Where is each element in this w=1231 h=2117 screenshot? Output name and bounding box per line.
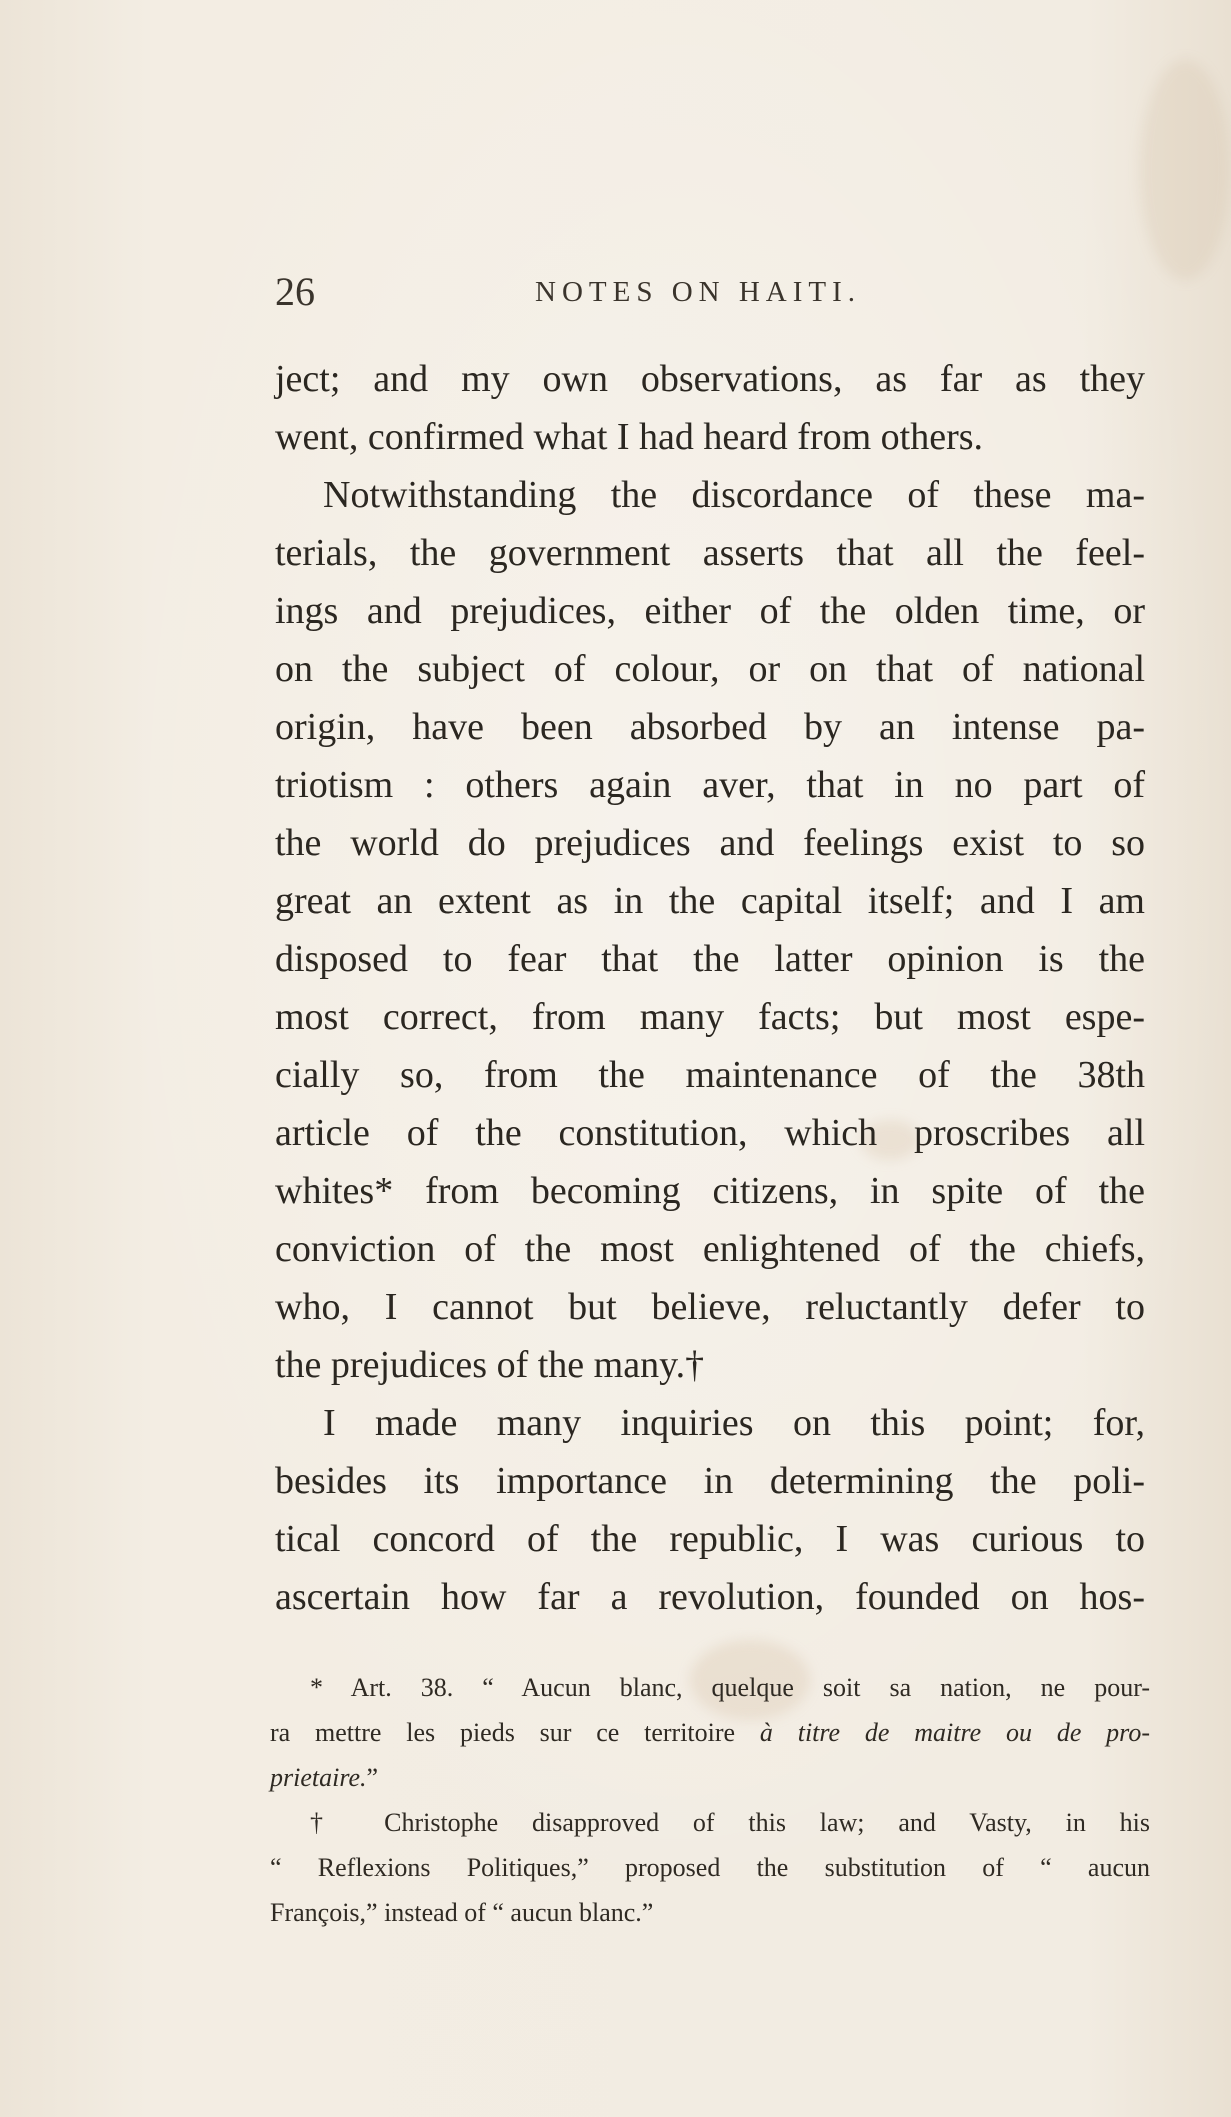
page-number: 26 bbox=[275, 269, 315, 314]
body-line: tical concord of the republic, I was curious to bbox=[275, 1518, 1145, 1560]
footnote-text: ” bbox=[366, 1763, 379, 1792]
footnote-dagger-line: † Christophe disapproved of this law; and Vasty, in his bbox=[310, 1808, 1150, 1837]
body-line: besides its importance in determining the poli- bbox=[275, 1460, 1145, 1502]
running-title: NOTES ON HAITI. bbox=[535, 276, 861, 308]
paper-stain bbox=[1140, 60, 1230, 280]
body-line: went, confirmed what I had heard from others. bbox=[275, 416, 984, 458]
body-line: great an extent as in the capital itself; and I am bbox=[275, 880, 1145, 922]
body-line: the prejudices of the many.† bbox=[275, 1344, 705, 1386]
body-line: disposed to fear that the latter opinion is the bbox=[275, 938, 1145, 980]
page-header bbox=[275, 268, 1155, 318]
footnote-star-line bbox=[270, 1710, 1150, 1755]
body-line: terials, the government asserts that all the feel- bbox=[275, 532, 1145, 574]
body-line: ject; and my own observations, as far as they bbox=[275, 358, 1145, 400]
body-line: who, I cannot but believe, reluctantly defer to bbox=[275, 1286, 1145, 1328]
body-line: origin, have been absorbed by an intense pa- bbox=[275, 706, 1145, 748]
body-line: Notwithstanding the discordance of these ma- bbox=[323, 474, 1145, 516]
body-line: triotism : others again aver, that in no part of bbox=[275, 764, 1145, 806]
body-line: conviction of the most enlightened of the chiefs, bbox=[275, 1228, 1145, 1270]
body-line: ascertain how far a revolution, founded on hos- bbox=[275, 1576, 1145, 1618]
body-line: most correct, from many facts; but most espe- bbox=[275, 996, 1145, 1038]
footnotes bbox=[270, 1665, 1150, 1935]
body-line: I made many inquiries on this point; for, bbox=[323, 1402, 1145, 1444]
footnote-text: ra mettre les pieds sur ce territoire bbox=[270, 1718, 760, 1747]
footnote-italic-text: à titre de maitre ou de pro- bbox=[759, 1718, 1150, 1747]
body-line: whites* from becoming citizens, in spite of the bbox=[275, 1170, 1145, 1212]
body-line: the world do prejudices and feelings exist to so bbox=[275, 822, 1145, 864]
body-text bbox=[275, 350, 1145, 1626]
footnote-star-line bbox=[270, 1755, 1150, 1800]
body-line: cially so, from the maintenance of the 38th bbox=[275, 1054, 1145, 1096]
body-line: on the subject of colour, or on that of national bbox=[275, 648, 1145, 690]
footnote-dagger-line: François,” instead of “ aucun blanc.” bbox=[270, 1898, 654, 1927]
footnote-italic-text: prietaire. bbox=[270, 1763, 367, 1792]
footnote-dagger-line: “ Reflexions Politiques,” proposed the substitution of “ aucun bbox=[270, 1853, 1150, 1882]
footnote-star-line: * Art. 38. “ Aucun blanc, quelque soit sa nation, ne pour- bbox=[310, 1673, 1150, 1702]
body-line: article of the constitution, which proscribes all bbox=[275, 1112, 1145, 1154]
body-line: ings and prejudices, either of the olden time, or bbox=[275, 590, 1145, 632]
